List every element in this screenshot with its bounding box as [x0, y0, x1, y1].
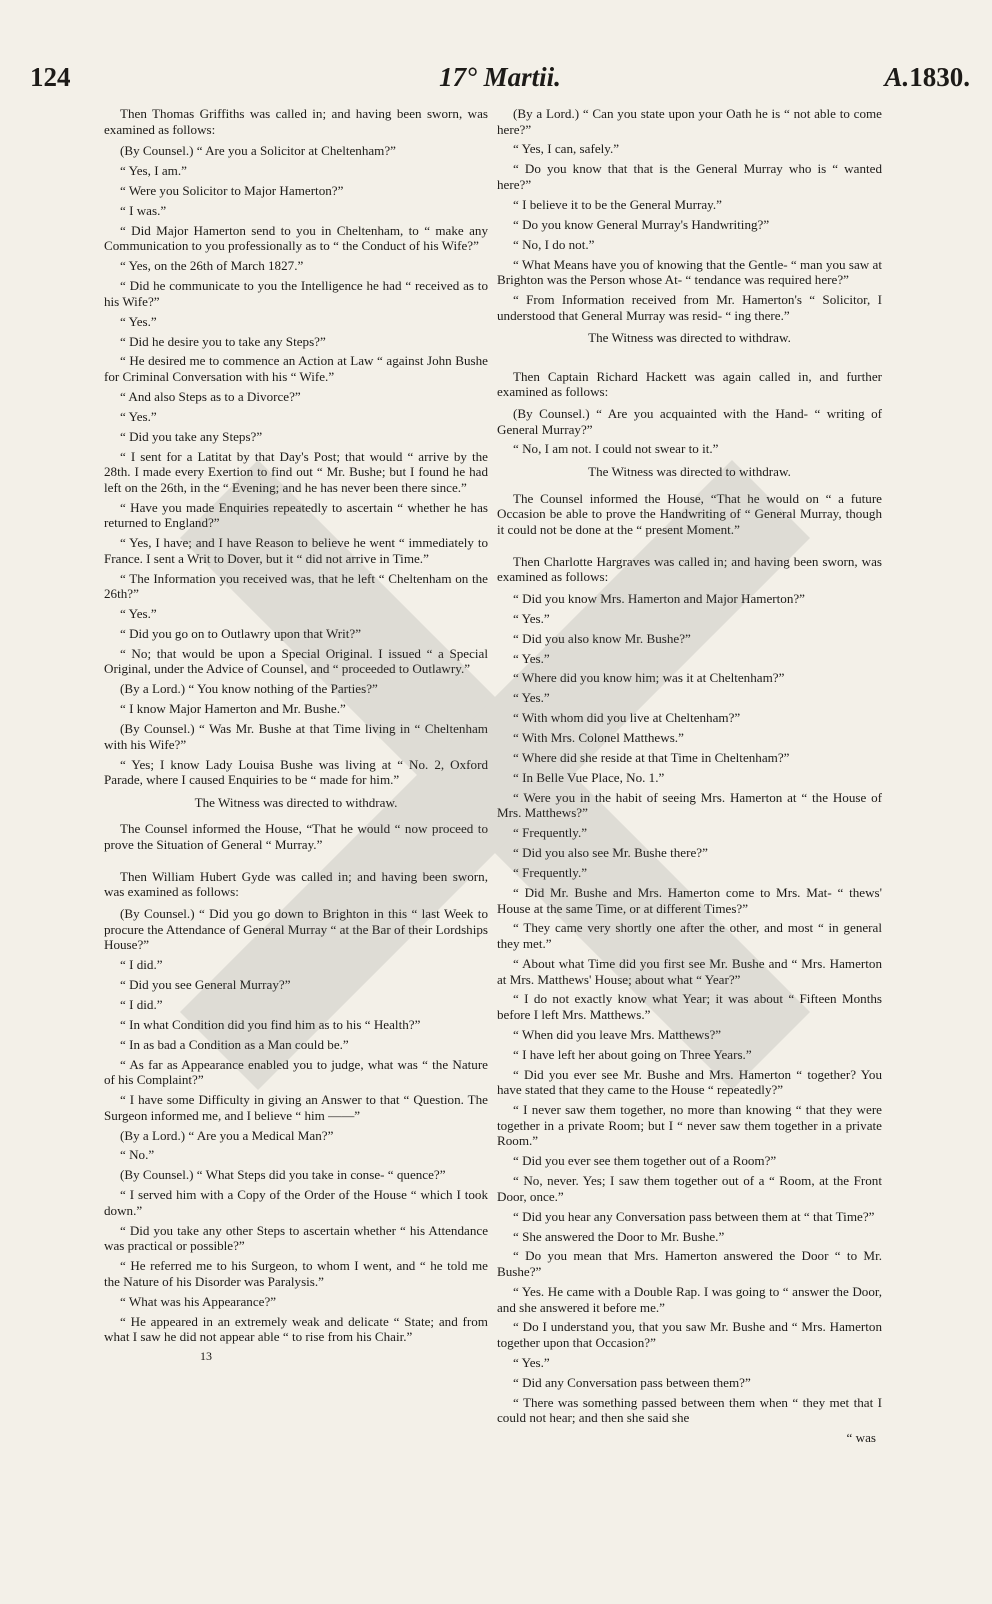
paragraph: “ Yes, I have; and I have Reason to believe he went “ immediately to France. I sent a Writ to Dover, but it “ did not arrive in Time.” [104, 535, 488, 566]
paragraph: “ Did you ever see them together out of a Room?” [513, 1153, 777, 1169]
page-year [884, 62, 970, 93]
paragraph: “ Yes.” [513, 1354, 550, 1370]
paragraph: (By Counsel.) “ What Steps did you take in conse- “ quence?” [120, 1167, 446, 1183]
paragraph: “ Where did you know him; was it at Cheltenham?” [513, 670, 785, 686]
paragraph: “ In as bad a Condition as a Man could be.” [120, 1036, 349, 1052]
catchword: “ was [846, 1430, 876, 1446]
paragraph: “ In Belle Vue Place, No. 1.” [513, 769, 665, 785]
paragraph: “ And also Steps as to a Divorce?” [120, 388, 301, 404]
paragraph: “ Yes, I can, safely.” [513, 141, 620, 157]
paragraph: “ Yes, I am.” [120, 163, 187, 179]
paragraph: “ Were you in the habit of seeing Mrs. Hamerton at “ the House of Mrs. Matthews?” [497, 789, 882, 821]
paragraph: “ Were you Solicitor to Major Hamerton?” [120, 182, 344, 198]
paragraph: “ Frequently.” [513, 865, 588, 881]
witness-intro: Then William Hubert Gyde was called in; and having been sworn, was examined as follows: [104, 868, 488, 900]
year-prefix: A. [884, 62, 910, 92]
paragraph: “ No, I am not. I could not swear to it.” [513, 441, 719, 457]
paragraph: “ Yes.” [513, 690, 550, 706]
paragraph-gap [497, 357, 882, 369]
paragraph: “ I did.” [120, 996, 163, 1012]
paragraph-gap [497, 542, 882, 554]
paragraph: (By Counsel.) “ Was Mr. Bushe at that Time living in “ Cheltenham with his Wife?” [104, 721, 488, 752]
paragraph: “ I was.” [120, 202, 167, 218]
paragraph: “ Did you take any Steps?” [120, 428, 263, 444]
paragraph: “ She answered the Door to Mr. Bushe.” [513, 1228, 725, 1244]
paragraph: “ Do you mean that Mrs. Hamerton answered the Door “ to Mr. Bushe?” [497, 1248, 882, 1280]
paragraph: “ Yes.” [513, 610, 550, 626]
paragraph: “ Where did she reside at that Time in Cheltenham?” [513, 750, 790, 766]
paragraph: “ Have you made Enquiries repeatedly to ascertain “ whether he has returned to England?” [104, 499, 488, 531]
paragraph: “ I have left her about going on Three Years.” [513, 1046, 752, 1062]
witness-intro: Then Charlotte Hargraves was called in; and having been sworn, was examined as follows: [497, 553, 882, 585]
paragraph: “ Did you also see Mr. Bushe there?” [513, 845, 708, 861]
paragraph: “ Yes.” [120, 408, 157, 424]
paragraph: “ With Mrs. Colonel Matthews.” [513, 730, 684, 746]
paragraph: “ Did you hear any Conversation pass between them at “ that Time?” [513, 1208, 875, 1224]
paragraph: “ Did you take any other Steps to ascertain whether “ his Attendance was practical or possible?” [104, 1222, 488, 1254]
paragraph: “ No.” [120, 1147, 155, 1163]
paragraph: “ I sent for a Latitat by that Day's Post; that would “ arrive by the 28th. I made every Exertion to find out “ Mr. Bushe; but I found he had left on the 26th, in the “ Evening; and he has never been there since.” [104, 448, 488, 495]
paragraph: “ What was his Appearance?” [120, 1293, 277, 1309]
paragraph: “ Yes.” [120, 313, 157, 329]
paragraph: (By Counsel.) “ Are you acquainted with the Hand- “ writing of General Murray?” [497, 405, 882, 437]
right-column [497, 106, 882, 1446]
paragraph: “ They came very shortly one after the other, and most “ in general they met.” [497, 920, 882, 952]
paragraph: “ Did Major Hamerton send to you in Cheltenham, to “ make any Communication to you professionally as to “ the Conduct of his Wife?” [104, 222, 488, 254]
paragraph: “ No, I do not.” [513, 236, 595, 252]
paragraph: “ When did you leave Mrs. Matthews?” [513, 1026, 722, 1042]
paragraph: “ I did.” [120, 957, 163, 973]
paragraph: “ No, never. Yes; I saw them together out of a “ Room, at the Front Door, once.” [497, 1173, 882, 1204]
paragraph: “ Yes; I know Lady Louisa Bushe was living at “ No. 2, Oxford Parade, where I caused Enquiries to be “ made for him.” [104, 756, 488, 788]
paragraph: “ I never saw them together, no more than knowing “ that they were together in a private Room; but I “ never saw them together in a private Room.” [497, 1102, 882, 1149]
paragraph: (By Counsel.) “ Are you a Solicitor at Cheltenham?” [120, 143, 396, 159]
year-number: 1830. [909, 62, 970, 92]
paragraph: “ I believe it to be the General Murray.” [513, 196, 722, 212]
paragraph: (By a Lord.) “ Are you a Medical Man?” [120, 1127, 334, 1143]
paragraph: “ Yes, on the 26th of March 1827.” [120, 258, 304, 274]
page-number: 124 [30, 62, 71, 92]
paragraph: “ Did you see General Murray?” [120, 977, 291, 993]
page-header [30, 62, 970, 102]
paragraph: (By Counsel.) “ Did you go down to Brighton in this “ last Week to procure the Attendance of General Murray “ at the Bar of their Lordships House?” [104, 906, 488, 953]
signature-mark: 13 [200, 1349, 212, 1364]
page-date: 17° Martii. [439, 62, 561, 92]
witness-intro: Then Thomas Griffiths was called in; and having been sworn, was examined as follows: [104, 106, 488, 137]
paragraph: “ Do I understand you, that you saw Mr. Bushe and “ Mrs. Hamerton together upon that Occasion?” [497, 1319, 882, 1350]
paragraph: “ Frequently.” [513, 825, 588, 841]
paragraph: “ Yes.” [513, 650, 550, 666]
paragraph: “ Do you know that that is the General Murray who is “ wanted here?” [497, 161, 882, 192]
paragraph: The Counsel informed the House, “That he would on “ a future Occasion be able to prove the Handwriting of “ General Murray, though it could not be done at the “ present Moment.” [497, 490, 882, 537]
paragraph: “ He appeared in an extremely weak and delicate “ State; and from what I saw he did not appear able “ to rise from his Chair.” [104, 1313, 488, 1345]
paragraph: (By a Lord.) “ You know nothing of the Parties?” [120, 681, 378, 697]
paragraph: “ I do not exactly know what Year; it was about “ Fifteen Months before I left Mrs. Matthews.” [497, 991, 882, 1023]
paragraph: “ With whom did you live at Cheltenham?” [513, 710, 741, 726]
withdraw-note: The Witness was directed to withdraw. [588, 330, 791, 346]
paragraph: “ Did Mr. Bushe and Mrs. Hamerton come to Mrs. Mat- “ thews' House at the same Time, or at different Times?” [497, 884, 882, 916]
paragraph: The Counsel informed the House, “That he would “ now proceed to prove the Situation of General “ Murray.” [104, 821, 488, 852]
withdraw-note: The Witness was directed to withdraw. [588, 464, 791, 480]
witness-intro: Then Captain Richard Hackett was again called in, and further examined as follows: [497, 368, 882, 400]
paragraph: “ The Information you received was, that he left “ Cheltenham on the 26th?” [104, 570, 488, 602]
paragraph: “ Did he communicate to you the Intelligence he had “ received as to his Wife?” [104, 278, 488, 309]
paragraph: “ I know Major Hamerton and Mr. Bushe.” [120, 701, 346, 717]
paragraph: “ There was something passed between them when “ they met that I could not hear; and then she said she [497, 1394, 882, 1426]
paragraph: “ About what Time did you first see Mr. Bushe and “ Mrs. Hamerton at Mrs. Matthews' House; about what “ Year?” [497, 955, 882, 987]
paragraph: “ What Means have you of knowing that the Gentle- “ man you saw at Brighton was the Person whose At- “ tendance was required here?” [497, 256, 882, 288]
paragraph: “ I have some Difficulty in giving an Answer to that “ Question. The Surgeon informed me, and I believe “ him ——” [104, 1092, 488, 1123]
paragraph: “ He referred me to his Surgeon, to whom I went, and “ he told me the Nature of his Disorder was Paralysis.” [104, 1258, 488, 1289]
paragraph-gap [104, 857, 488, 869]
paragraph: “ Did you know Mrs. Hamerton and Major Hamerton?” [513, 590, 805, 606]
paragraph: “ Did you also know Mr. Bushe?” [513, 630, 691, 646]
withdraw-note: The Witness was directed to withdraw. [194, 794, 398, 810]
paragraph: “ No; that would be upon a Special Original. I issued “ a Special Original, under the Advice of Counsel, and “ proceeded to Outlawry.” [104, 645, 488, 677]
paragraph: “ Did he desire you to take any Steps?” [120, 333, 326, 349]
paragraph: “ Did you ever see Mr. Bushe and Mrs. Hamerton “ together? You have stated that they came to the House “ repeatedly?” [497, 1066, 882, 1098]
left-column [104, 106, 488, 1365]
paragraph: “ He desired me to commence an Action at Law “ against John Bushe for Criminal Conversation with his “ Wife.” [104, 353, 488, 384]
paragraph: “ Did any Conversation pass between them?” [513, 1374, 751, 1390]
paragraph: “ Yes.” [120, 606, 157, 622]
paragraph: “ Did you go on to Outlawry upon that Writ?” [120, 625, 362, 641]
paragraph: (By a Lord.) “ Can you state upon your Oath he is “ not able to come here?” [497, 106, 882, 137]
paragraph: “ From Information received from Mr. Hamerton's “ Solicitor, I understood that General Murray was resid- “ ing there.” [497, 292, 882, 323]
paragraph: “ Yes. He came with a Double Rap. I was going to “ answer the Door, and she answered it before me.” [497, 1283, 882, 1315]
paragraph: “ In what Condition did you find him as to his “ Health?” [120, 1016, 421, 1032]
paragraph: “ Do you know General Murray's Handwriting?” [513, 216, 770, 232]
paragraph: “ As far as Appearance enabled you to judge, what was “ the Nature of his Complaint?” [104, 1056, 488, 1088]
paragraph: “ I served him with a Copy of the Order of the House “ which I took down.” [104, 1187, 488, 1218]
